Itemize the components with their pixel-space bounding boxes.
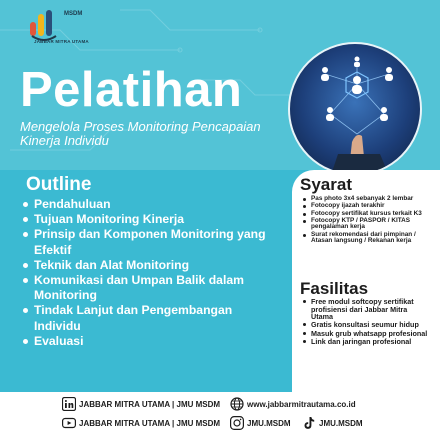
tiktok-contact[interactable] bbox=[302, 415, 363, 431]
youtube-label: JABBAR MITRA UTAMA | JMU MSDM bbox=[79, 418, 221, 428]
syarat-item: Fotocopy sertifikat kursus terkait K3 bbox=[302, 211, 430, 218]
syarat-item: Fotocopy ijazah terakhir bbox=[302, 203, 430, 210]
fasilitas-item: Link dan jaringan profesional bbox=[302, 338, 430, 346]
outline-item: Komunikasi dan Umpan Balik dalam Monitoring bbox=[22, 273, 282, 303]
outline-item: Tindak Lanjut dan Pengembangan Individu bbox=[22, 303, 282, 333]
network-photo bbox=[288, 42, 422, 176]
fasilitas-heading: Fasilitas bbox=[300, 279, 369, 298]
logo-brand: JABBAR MITRA UTAMA bbox=[34, 39, 89, 44]
linkedin-label: JABBAR MITRA UTAMA | JMU MSDM bbox=[79, 399, 221, 409]
page-title: Pelatihan bbox=[20, 63, 243, 117]
tiktok-label: JMU.MSDM bbox=[319, 418, 363, 428]
youtube-contact[interactable] bbox=[62, 415, 220, 431]
fasilitas-item: Masuk grub whatsapp profesional bbox=[302, 330, 430, 338]
syarat-item: Pas photo 3x4 sebanyak 2 lembar bbox=[302, 196, 430, 203]
outline-heading: Outline bbox=[26, 174, 92, 195]
contact-footer bbox=[0, 392, 440, 440]
website-label: www.jabbarmitrautama.co.id bbox=[247, 399, 356, 409]
tiktok-icon bbox=[302, 416, 316, 430]
outline-item: Pendahuluan bbox=[22, 197, 282, 212]
globe-icon bbox=[230, 397, 244, 411]
outline-item: Teknik dan Alat Monitoring bbox=[22, 258, 282, 273]
logo-msdm: MSDM bbox=[64, 11, 83, 17]
company-logo bbox=[26, 8, 96, 52]
page-subtitle: Mengelola Proses Monitoring Pencapaian Kinerja Individu bbox=[20, 119, 261, 148]
syarat-item: Fotocopy KTP / PASPOR / KITAS pengalaman kerja bbox=[302, 218, 430, 231]
fasilitas-list bbox=[302, 298, 430, 346]
outline-list bbox=[22, 197, 282, 349]
syarat-heading: Syarat bbox=[300, 175, 352, 194]
instagram-contact[interactable] bbox=[230, 415, 291, 431]
outline-item: Prinsip dan Komponen Monitoring yang Efektif bbox=[22, 227, 282, 257]
people-network-icon bbox=[290, 44, 422, 176]
instagram-label: JMU.MSDM bbox=[247, 418, 291, 428]
linkedin-icon bbox=[62, 397, 76, 411]
outline-item: Evaluasi bbox=[22, 334, 282, 349]
website-link[interactable] bbox=[230, 396, 356, 412]
fasilitas-item: Gratis konsultasi seumur hidup bbox=[302, 321, 430, 329]
linkedin-contact[interactable] bbox=[62, 396, 220, 412]
syarat-list bbox=[302, 196, 430, 245]
syarat-item: Surat rekomendasi dari pimpinan / Atasan langsung / Rekanan kerja bbox=[302, 232, 430, 245]
outline-item: Tujuan Monitoring Kinerja bbox=[22, 212, 282, 227]
instagram-icon bbox=[230, 416, 244, 430]
youtube-icon bbox=[62, 416, 76, 430]
fasilitas-item: Free modul softcopy sertifikat profisiensi dari Jabbar Mitra Utama bbox=[302, 298, 430, 321]
